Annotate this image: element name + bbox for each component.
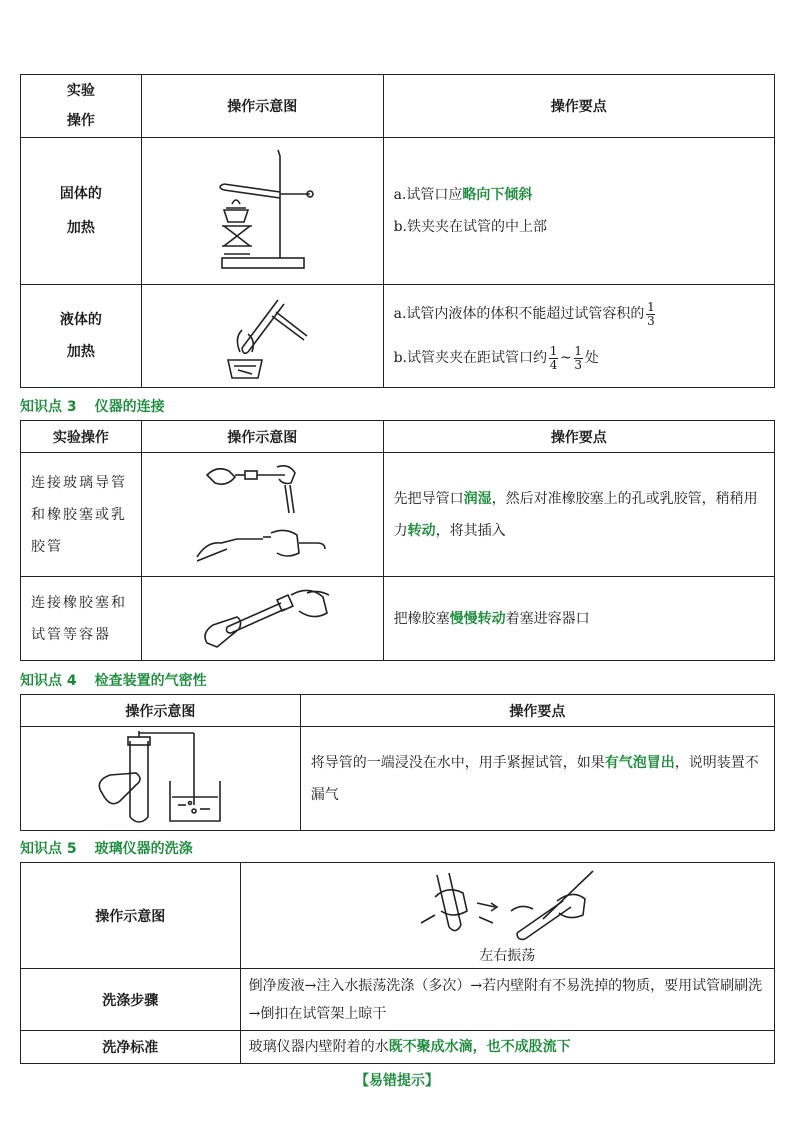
point-text: b.铁夹夹在试管的中上部 <box>393 219 548 235</box>
row-label-washing-steps: 洗涤步骤 <box>21 969 241 1031</box>
header-diagram: 操作示意图 <box>21 695 301 727</box>
header-key-points: 操作要点 <box>383 421 774 453</box>
point-highlight: 略向下倾斜 <box>462 187 533 203</box>
airtightness-table-header <box>21 695 775 727</box>
diagram-cell <box>141 453 383 577</box>
row-label-liquid-heating <box>21 285 142 388</box>
header-key-points: 操作要点 <box>300 695 774 727</box>
table-row <box>21 727 775 831</box>
diagram-cell <box>141 577 383 661</box>
point-text: 处 <box>584 350 599 366</box>
point-a <box>384 179 774 211</box>
header-line: 操作 <box>66 113 95 129</box>
solid-heating-apparatus-icon <box>202 146 322 276</box>
diagram-cell <box>21 727 301 831</box>
key-points-cell <box>383 138 774 285</box>
header-diagram: 操作示意图 <box>141 75 383 138</box>
point-text: a.试管内液体的体积不能超过试管容积的 <box>393 306 645 322</box>
table-row <box>21 577 775 661</box>
header-key-points: 操作要点 <box>383 75 774 138</box>
heating-table <box>20 74 775 388</box>
fraction-numerator: 1 <box>549 343 558 358</box>
range-separator: ~ <box>560 350 572 366</box>
section-name: 仪器的连接 <box>94 399 165 415</box>
key-points-cell <box>383 453 774 577</box>
shake-and-brush-test-tube-icon <box>407 867 607 943</box>
row-label-line: 液体的 <box>59 312 102 328</box>
diagram-caption: 左右振荡 <box>479 947 536 964</box>
point-highlight: 转动 <box>407 522 436 539</box>
point-text: 玻璃仪器内壁附着的水 <box>248 1039 389 1055</box>
header-diagram: 操作示意图 <box>141 421 383 453</box>
row-label-rubber-stopper: 连接橡胶塞和试管等容器 <box>21 577 142 661</box>
fraction-numerator: 1 <box>574 343 583 358</box>
row-label-diagram: 操作示意图 <box>21 863 241 969</box>
row-label-line: 加热 <box>66 220 95 236</box>
row-label-connect-glass-tube: 连接玻璃导管和橡胶塞或乳胶管 <box>21 453 142 577</box>
heating-table-header <box>21 75 775 138</box>
fraction <box>646 301 655 328</box>
header-experiment-operation <box>21 75 142 138</box>
point-text: ，说明装置不漏气 <box>310 754 759 803</box>
point-text: 先把导管口 <box>393 490 464 507</box>
row-label-clean-standard: 洗净标准 <box>21 1031 241 1064</box>
section-name: 检查装置的气密性 <box>94 673 207 689</box>
section-number: 知识点 3 <box>20 399 77 415</box>
point-b <box>384 211 774 243</box>
fraction <box>574 345 583 372</box>
point-text: ，将其插入 <box>435 522 506 539</box>
diagram-cell <box>141 138 383 285</box>
error-prone-tips-heading: 【易错提示】 <box>355 1073 439 1089</box>
point-highlight: 有气泡冒出 <box>604 754 675 771</box>
washing-steps-text: 倒净废液→注入水振荡洗涤（多次）→若内壁附有不易洗掉的物质，要用试管刷刷洗→倒扣在试管架上晾干 <box>240 969 774 1031</box>
liquid-heating-apparatus-icon <box>212 290 312 382</box>
section-title-4 <box>20 670 207 690</box>
fraction-denominator: 3 <box>574 357 583 372</box>
clean-standard-text <box>240 1031 774 1064</box>
fraction-denominator: 4 <box>549 357 558 372</box>
header-experiment-operation: 实验操作 <box>21 421 142 453</box>
fraction-numerator: 1 <box>647 299 655 314</box>
table-row <box>21 453 775 577</box>
airtightness-table <box>20 694 775 831</box>
washing-table <box>20 862 775 1064</box>
point-text: ，然后对准橡胶塞上的孔或乳胶管，稍稍用力 <box>393 490 758 539</box>
point-text: 把橡胶塞 <box>393 610 450 627</box>
point-text: 着塞进容器口 <box>505 610 590 627</box>
section-title-5 <box>20 838 193 858</box>
row-label-solid-heating <box>21 138 142 285</box>
fraction-denominator: 3 <box>647 313 655 328</box>
airtightness-check-icon <box>90 731 230 827</box>
connection-table <box>20 420 775 661</box>
table-row <box>21 138 775 285</box>
fraction <box>549 345 558 372</box>
diagram-cell <box>240 863 774 969</box>
table-row <box>21 969 775 1031</box>
row-label-line: 加热 <box>66 344 95 360</box>
point-b <box>384 336 774 380</box>
table-row <box>21 863 775 969</box>
point-highlight: 润湿 <box>463 490 492 507</box>
key-points-cell <box>300 727 774 831</box>
point-highlight: 既不聚成水滴，也不成股流下 <box>388 1039 571 1055</box>
point-highlight: 慢慢转动 <box>449 610 506 627</box>
header-line: 实验 <box>66 83 95 99</box>
section-name: 玻璃仪器的洗涤 <box>94 841 193 857</box>
section-number: 知识点 5 <box>20 841 77 857</box>
connection-table-header <box>21 421 775 453</box>
table-row <box>21 285 775 388</box>
point-text: b.试管夹夹在距试管口约 <box>393 350 548 366</box>
row-label-line: 固体的 <box>59 186 102 202</box>
point-text: 将导管的一端浸没在水中，用手紧握试管，如果 <box>310 754 605 771</box>
point-text: a.试管口应 <box>393 187 463 203</box>
point-a <box>384 292 774 336</box>
diagram-cell <box>141 285 383 388</box>
section-number: 知识点 4 <box>20 673 77 689</box>
connect-glass-tube-icon <box>187 457 337 572</box>
insert-rubber-stopper-icon <box>187 581 337 657</box>
table-row <box>21 1031 775 1064</box>
section-title-3 <box>20 396 165 416</box>
key-points-cell <box>383 577 774 661</box>
key-points-cell <box>383 285 774 388</box>
